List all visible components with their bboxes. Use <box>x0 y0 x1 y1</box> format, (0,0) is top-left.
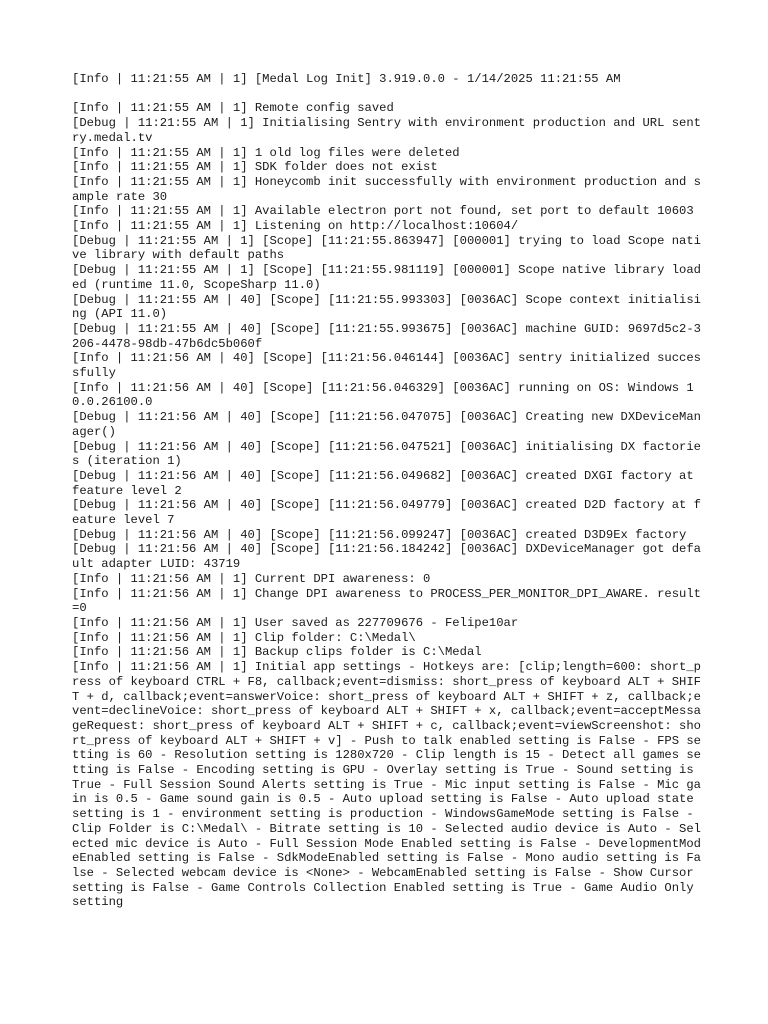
log-line: [Debug | 11:21:56 AM | 40] [Scope] [11:21:56.049779] [0036AC] created D2D factory at feature level 7 <box>72 498 701 528</box>
log-line: [Info | 11:21:55 AM | 1] 1 old log files were deleted <box>72 145 460 160</box>
log-line: [Info | 11:21:55 AM | 1] SDK folder does not exist <box>72 160 438 175</box>
log-line: [Debug | 11:21:56 AM | 40] [Scope] [11:21:56.099247] [0036AC] created D3D9Ex factory <box>72 527 687 542</box>
log-line: [Info | 11:21:56 AM | 1] Change DPI awareness to PROCESS_PER_MONITOR_DPI_AWARE. result=0 <box>72 586 701 616</box>
log-line: [Debug | 11:21:56 AM | 40] [Scope] [11:21:56.047521] [0036AC] initialising DX factories (iteration 1) <box>72 439 701 469</box>
log-line: [Info | 11:21:55 AM | 1] Available electron port not found, set port to default 10603 <box>72 204 694 219</box>
log-line: [Debug | 11:21:55 AM | 1] [Scope] [11:21:55.863947] [000001] trying to load Scope native library with default paths <box>72 233 701 263</box>
log-line: [Info | 11:21:55 AM | 1] Honeycomb init successfully with environment production and sample rate 30 <box>72 174 701 204</box>
log-line: [Info | 11:21:56 AM | 1] Initial app settings - Hotkeys are: [clip;length=600: short_press of keyboard CTRL + F8, callback;event=dismiss: short_press of keyboard ALT + SHIFT + d, callback;event=answerVoice: short_press of keyboard ALT + SHIFT + z, callback;event=declineVoice: short_press of keyboard ALT + SHIFT + x, callback;event=acceptMessageRequest: short_press of keyboard ALT + SHIFT + c, callback;event=viewScreenshot: short_press of keyboard ALT + SHIFT + v] - Push to talk enabled setting is False - FPS setting is 60 - Resolution setting is 1280x720 - Clip length is 15 - Detect all games setting is False - Encoding setting is GPU - Overlay setting is True - Sound setting is True - Full Session Sound Alerts setting is True - Mic input setting is False - Mic gain is 0.5 - Game sound gain is 0.5 - Auto upload setting is False - Auto upload state setting is 1 - environment setting is production - WindowsGameMode setting is False - Clip Folder is C:\Medal\ - Bitrate setting is 10 - Selected audio device is Auto - Selected mic device is Auto - Full Session Mode Enabled setting is False - DevelopmentModeEnabled setting is False - SdkModeEnabled setting is False - Mono audio setting is False - Selected webcam device is <None> - WebcamEnabled setting is False - Show Cursor setting is False - Game Controls Collection Enabled setting is True - Game Audio Only setting <box>72 660 701 910</box>
log-line: [Info | 11:21:55 AM | 1] Remote config saved <box>72 101 394 116</box>
log-line: [Debug | 11:21:55 AM | 1] [Scope] [11:21:55.981119] [000001] Scope native library loaded (runtime 11.0, ScopeSharp 11.0) <box>72 263 701 292</box>
log-line: [Info | 11:21:56 AM | 1] Backup clips folder is C:\Medal <box>72 645 482 660</box>
log-line: [Debug | 11:21:55 AM | 40] [Scope] [11:21:55.993675] [0036AC] machine GUID: 9697d5c2-3206-4478-98db-47b6dc5b060f <box>72 321 701 351</box>
log-line: [Debug | 11:21:55 AM | 40] [Scope] [11:21:55.993303] [0036AC] Scope context initialising (API 11.0) <box>72 292 701 322</box>
log-header-block <box>72 72 702 87</box>
log-line: [Debug | 11:21:56 AM | 40] [Scope] [11:21:56.184242] [0036AC] DXDeviceManager got default adapter LUID: 43719 <box>72 542 701 572</box>
log-line: [Info | 11:21:56 AM | 1] Clip folder: C:\Medal\ <box>72 630 416 645</box>
log-line: [Debug | 11:21:56 AM | 40] [Scope] [11:21:56.047075] [0036AC] Creating new DXDeviceManager() <box>72 410 701 439</box>
log-line: [Debug | 11:21:56 AM | 40] [Scope] [11:21:56.049682] [0036AC] created DXGI factory at feature level 2 <box>72 468 701 498</box>
log-document <box>72 72 702 910</box>
log-header-line: [Info | 11:21:55 AM | 1] [Medal Log Init] 3.919.0.0 - 1/14/2025 11:21:55 AM <box>72 72 621 86</box>
log-entries-block <box>72 101 702 910</box>
log-line: [Info | 11:21:56 AM | 1] Current DPI awareness: 0 <box>72 571 431 586</box>
log-line: [Info | 11:21:55 AM | 1] Listening on http://localhost:10604/ <box>72 219 519 234</box>
log-line: [Debug | 11:21:55 AM | 1] Initialising Sentry with environment production and URL sentry.medal.tv <box>72 116 701 145</box>
log-line: [Info | 11:21:56 AM | 40] [Scope] [11:21:56.046144] [0036AC] sentry initialized successfully <box>72 351 701 381</box>
log-line: [Info | 11:21:56 AM | 40] [Scope] [11:21:56.046329] [0036AC] running on OS: Windows 10.0.26100.0 <box>72 380 694 410</box>
log-line: [Info | 11:21:56 AM | 1] User saved as 227709676 - Felipe10ar <box>72 616 519 630</box>
